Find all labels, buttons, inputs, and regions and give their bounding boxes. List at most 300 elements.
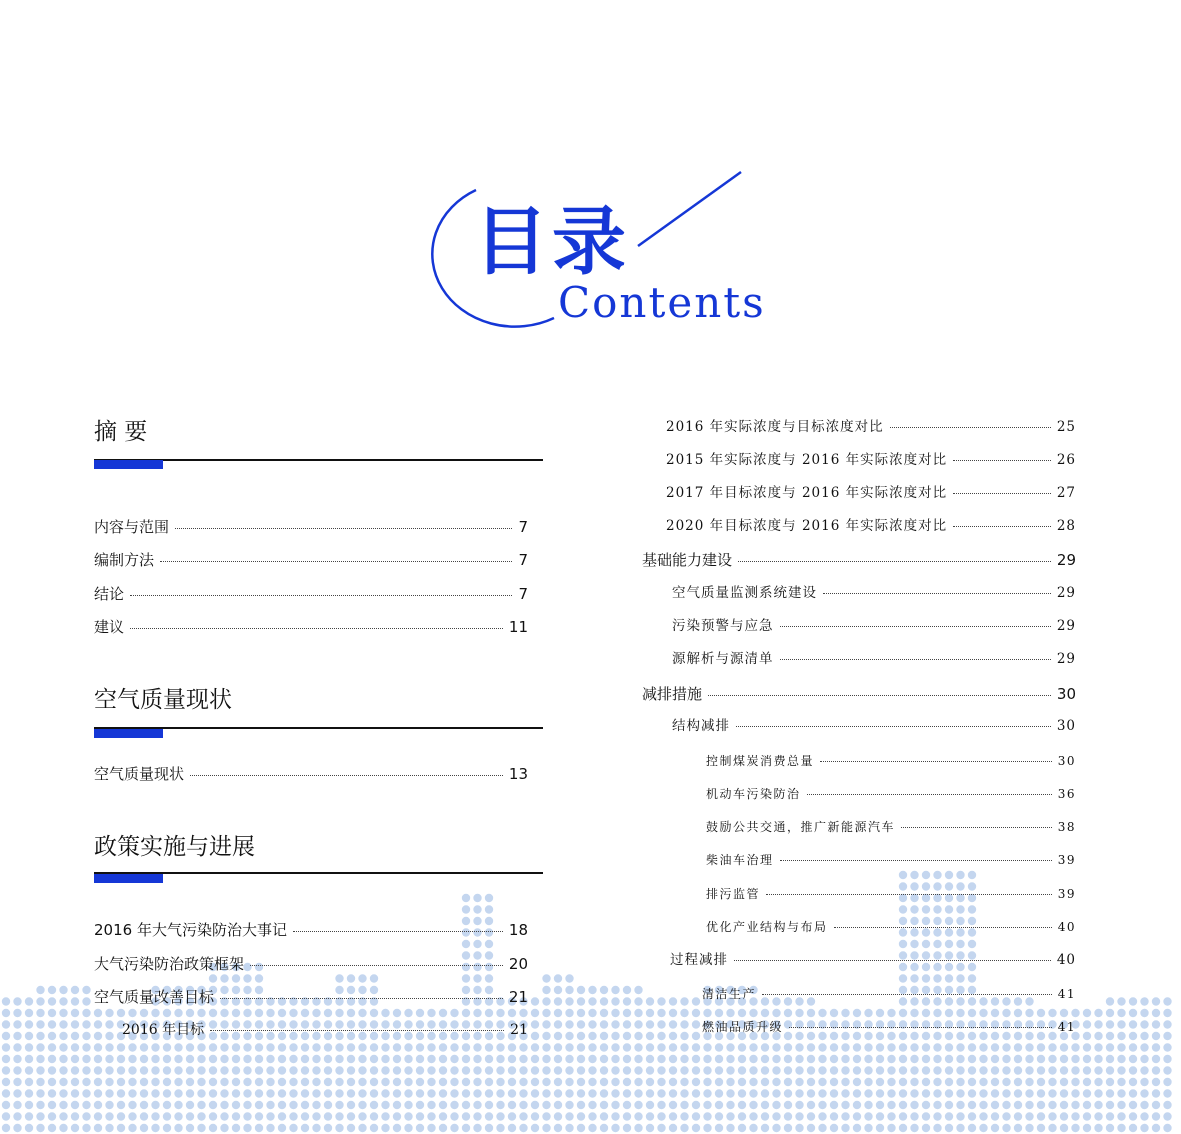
skyline-dot <box>393 1078 401 1086</box>
skyline-dot <box>703 1101 711 1109</box>
skyline-dot <box>220 1112 228 1120</box>
toc-item[interactable]: 大气污染防治政策框架 20 <box>94 955 528 973</box>
skyline-dot <box>830 1043 838 1051</box>
skyline-dot <box>266 1009 274 1017</box>
skyline-dot <box>496 1055 504 1063</box>
skyline-dot <box>611 986 619 994</box>
toc-item[interactable]: 优化产业结构与布局 40 <box>706 920 1076 934</box>
toc-item[interactable]: 排污监管 39 <box>706 887 1076 901</box>
skyline-dot <box>577 1043 585 1051</box>
skyline-dot <box>910 1078 918 1086</box>
skyline-dot <box>36 1112 44 1120</box>
skyline-dot <box>1163 1089 1171 1097</box>
skyline-dot <box>623 1078 631 1086</box>
skyline-dot <box>738 1112 746 1120</box>
skyline-dot <box>508 1089 516 1097</box>
skyline-dot <box>82 997 90 1005</box>
skyline-dot <box>427 1089 435 1097</box>
toc-item[interactable]: 2016 年大气污染防治大事记 18 <box>94 921 528 939</box>
skyline-dot <box>749 1078 757 1086</box>
skyline-dot <box>899 1089 907 1097</box>
skyline-dot <box>1083 1101 1091 1109</box>
skyline-dot <box>979 1112 987 1120</box>
skyline-dot <box>784 1066 792 1074</box>
skyline-dot <box>680 1078 688 1086</box>
skyline-dot <box>519 1124 527 1132</box>
toc-item[interactable]: 空气质量改善目标 21 <box>94 988 528 1006</box>
skyline-dot <box>680 1032 688 1040</box>
skyline-dot <box>1094 1020 1102 1028</box>
skyline-dot <box>335 1055 343 1063</box>
skyline-dot <box>59 1009 67 1017</box>
skyline-dot <box>795 1066 803 1074</box>
skyline-dot <box>220 1055 228 1063</box>
skyline-dot <box>255 1055 263 1063</box>
skyline-dot <box>761 1066 769 1074</box>
skyline-dot <box>565 986 573 994</box>
skyline-dot <box>1129 997 1137 1005</box>
skyline-dot <box>2 1066 10 1074</box>
skyline-dot <box>600 1043 608 1051</box>
skyline-dot <box>611 1066 619 1074</box>
toc-item[interactable]: 柴油车治理 39 <box>706 853 1076 867</box>
skyline-dot <box>853 1032 861 1040</box>
skyline-dot <box>922 1089 930 1097</box>
skyline-dot <box>301 1112 309 1120</box>
toc-item[interactable]: 空气质量监测系统建设 29 <box>672 585 1076 601</box>
skyline-dot <box>266 1055 274 1063</box>
skyline-dot <box>25 1043 33 1051</box>
skyline-dot <box>220 1089 228 1097</box>
skyline-dot <box>1025 1124 1033 1132</box>
skyline-dot <box>508 1009 516 1017</box>
skyline-dot <box>358 1043 366 1051</box>
skyline-dot <box>703 1009 711 1017</box>
skyline-dot <box>588 1078 596 1086</box>
skyline-dot <box>876 1066 884 1074</box>
skyline-dot <box>600 1078 608 1086</box>
skyline-dot <box>197 1055 205 1063</box>
skyline-dot <box>588 1066 596 1074</box>
skyline-dot <box>1014 1124 1022 1132</box>
skyline-dot <box>82 1101 90 1109</box>
skyline-dot <box>611 1043 619 1051</box>
skyline-dot <box>979 1066 987 1074</box>
skyline-dot <box>71 1043 79 1051</box>
skyline-dot <box>370 1101 378 1109</box>
skyline-dot <box>910 905 918 913</box>
skyline-dot <box>2 1101 10 1109</box>
skyline-dot <box>105 1055 113 1063</box>
skyline-dot <box>163 1043 171 1051</box>
skyline-dot <box>807 1089 815 1097</box>
skyline-dot <box>634 1124 642 1132</box>
skyline-dot <box>692 1043 700 1051</box>
skyline-dot <box>427 1066 435 1074</box>
skyline-dot <box>197 1078 205 1086</box>
skyline-dot <box>565 1020 573 1028</box>
toc-item[interactable]: 2017 年目标浓度与 2016 年实际浓度对比 27 <box>666 485 1076 501</box>
skyline-dot <box>519 1101 527 1109</box>
skyline-dot <box>1117 997 1125 1005</box>
skyline-dot <box>496 1112 504 1120</box>
skyline-dot <box>1071 1078 1079 1086</box>
skyline-dot <box>611 1055 619 1063</box>
skyline-dot <box>910 1089 918 1097</box>
skyline-dot <box>565 1078 573 1086</box>
skyline-dot <box>853 1043 861 1051</box>
skyline-dot <box>358 1124 366 1132</box>
toc-item[interactable]: 过程减排 40 <box>670 952 1076 968</box>
skyline-dot <box>922 1101 930 1109</box>
skyline-dot <box>496 1009 504 1017</box>
skyline-dot <box>945 940 953 948</box>
skyline-dot <box>1071 1009 1079 1017</box>
skyline-dot <box>738 1066 746 1074</box>
skyline-dot <box>381 1066 389 1074</box>
skyline-dot <box>991 1089 999 1097</box>
skyline-dot <box>1048 1112 1056 1120</box>
skyline-dot <box>749 1043 757 1051</box>
section-rule-accent <box>94 729 163 738</box>
skyline-dot <box>36 1020 44 1028</box>
skyline-dot <box>1106 1055 1114 1063</box>
skyline-dot <box>1025 1066 1033 1074</box>
skyline-dot <box>13 1032 21 1040</box>
skyline-dot <box>462 1043 470 1051</box>
skyline-dot <box>1140 1089 1148 1097</box>
skyline-dot <box>48 986 56 994</box>
skyline-dot <box>94 1101 102 1109</box>
skyline-dot <box>577 1020 585 1028</box>
skyline-dot <box>186 1124 194 1132</box>
toc-item[interactable]: 鼓励公共交通，推广新能源汽车 38 <box>706 820 1076 834</box>
skyline-dot <box>945 1101 953 1109</box>
skyline-dot <box>140 1066 148 1074</box>
toc-item[interactable]: 2015 年实际浓度与 2016 年实际浓度对比 26 <box>666 452 1076 468</box>
skyline-dot <box>105 1101 113 1109</box>
skyline-dot <box>749 1089 757 1097</box>
skyline-dot <box>715 1124 723 1132</box>
skyline-dot <box>968 1043 976 1051</box>
skyline-dot <box>1048 1124 1056 1132</box>
skyline-dot <box>634 986 642 994</box>
skyline-dot <box>657 1066 665 1074</box>
toc-item[interactable]: 建议 11 <box>94 618 528 636</box>
skyline-dot <box>1094 1043 1102 1051</box>
skyline-dot <box>910 1055 918 1063</box>
skyline-dot <box>186 1112 194 1120</box>
skyline-dot <box>381 1009 389 1017</box>
skyline-dot <box>784 1112 792 1120</box>
skyline-dot <box>1163 1124 1171 1132</box>
toc-item[interactable]: 2016 年目标 21 <box>122 1022 528 1038</box>
skyline-dot <box>956 1066 964 1074</box>
skyline-dot <box>979 1055 987 1063</box>
skyline-dot <box>922 1066 930 1074</box>
toc-item[interactable]: 源解析与源清单 29 <box>672 651 1076 667</box>
skyline-dot <box>462 1078 470 1086</box>
skyline-dot <box>393 1055 401 1063</box>
toc-item[interactable]: 空气质量现状 13 <box>94 765 528 783</box>
toc-item[interactable]: 机动车污染防治 36 <box>706 787 1076 801</box>
skyline-dot <box>945 974 953 982</box>
skyline-dot <box>186 1055 194 1063</box>
skyline-dot <box>36 1055 44 1063</box>
skyline-dot <box>71 1101 79 1109</box>
skyline-dot <box>519 1078 527 1086</box>
skyline-dot <box>577 1078 585 1086</box>
skyline-dot <box>1106 1112 1114 1120</box>
skyline-dot <box>807 1055 815 1063</box>
skyline-dot <box>933 1124 941 1132</box>
skyline-dot <box>956 1009 964 1017</box>
skyline-dot <box>726 1078 734 1086</box>
skyline-dot <box>853 1055 861 1063</box>
skyline-dot <box>703 1055 711 1063</box>
skyline-dot <box>1117 1066 1125 1074</box>
skyline-dot <box>910 1009 918 1017</box>
skyline-dot <box>623 1032 631 1040</box>
skyline-dot <box>128 1101 136 1109</box>
skyline-dot <box>968 1066 976 1074</box>
skyline-dot <box>715 1066 723 1074</box>
skyline-dot <box>232 1124 240 1132</box>
skyline-dot <box>634 1043 642 1051</box>
skyline-dot <box>715 1055 723 1063</box>
skyline-dot <box>450 1101 458 1109</box>
skyline-dot <box>473 894 481 902</box>
skyline-dot <box>266 1043 274 1051</box>
skyline-dot <box>439 1009 447 1017</box>
skyline-dot <box>25 1112 33 1120</box>
skyline-dot <box>887 1112 895 1120</box>
skyline-dot <box>485 1101 493 1109</box>
skyline-dot <box>968 1089 976 1097</box>
toc-item[interactable]: 内容与范围 7 <box>94 518 528 536</box>
skyline-dot <box>347 1066 355 1074</box>
skyline-dot <box>82 1043 90 1051</box>
skyline-dot <box>174 1112 182 1120</box>
skyline-dot <box>140 1089 148 1097</box>
skyline-dot <box>312 1078 320 1086</box>
skyline-dot <box>255 1009 263 1017</box>
skyline-dot <box>71 1020 79 1028</box>
skyline-dot <box>853 1124 861 1132</box>
toc-item[interactable]: 清洁生产 41 <box>702 987 1076 1001</box>
skyline-dot <box>577 1124 585 1132</box>
skyline-dot <box>864 1066 872 1074</box>
skyline-dot <box>358 1078 366 1086</box>
skyline-dot <box>1106 1020 1114 1028</box>
skyline-dot <box>1117 1020 1125 1028</box>
skyline-dot <box>255 1078 263 1086</box>
skyline-dot <box>692 1089 700 1097</box>
skyline-dot <box>922 1043 930 1051</box>
skyline-dot <box>657 1089 665 1097</box>
skyline-dot <box>117 1066 125 1074</box>
skyline-dot <box>278 1101 286 1109</box>
skyline-dot <box>59 1089 67 1097</box>
skyline-dot <box>772 1089 780 1097</box>
skyline-dot <box>232 1009 240 1017</box>
skyline-dot <box>243 1101 251 1109</box>
skyline-dot <box>1163 997 1171 1005</box>
skyline-dot <box>255 1101 263 1109</box>
skyline-dot <box>71 1089 79 1097</box>
skyline-dot <box>623 1112 631 1120</box>
skyline-dot <box>623 1089 631 1097</box>
skyline-dot <box>439 1112 447 1120</box>
skyline-dot <box>577 1089 585 1097</box>
skyline-dot <box>278 1124 286 1132</box>
skyline-dot <box>197 1066 205 1074</box>
skyline-dot <box>450 1078 458 1086</box>
skyline-dot <box>864 1009 872 1017</box>
skyline-dot <box>289 1112 297 1120</box>
skyline-dot <box>692 1124 700 1132</box>
skyline-dot <box>197 1124 205 1132</box>
skyline-dot <box>13 1101 21 1109</box>
skyline-dot <box>542 997 550 1005</box>
skyline-dot <box>577 1112 585 1120</box>
skyline-dot <box>151 1124 159 1132</box>
toc-item[interactable]: 污染预警与应急 29 <box>672 618 1076 634</box>
skyline-dot <box>565 1066 573 1074</box>
skyline-dot <box>347 1078 355 1086</box>
skyline-dot <box>933 1078 941 1086</box>
skyline-dot <box>749 1112 757 1120</box>
skyline-dot <box>312 1112 320 1120</box>
skyline-dot <box>554 1020 562 1028</box>
toc-item[interactable]: 2020 年目标浓度与 2016 年实际浓度对比 28 <box>666 518 1076 534</box>
toc-item[interactable]: 2016 年实际浓度与目标浓度对比 25 <box>666 419 1076 435</box>
skyline-dot <box>554 1112 562 1120</box>
skyline-dot <box>243 1124 251 1132</box>
skyline-dot <box>105 1020 113 1028</box>
skyline-dot <box>692 1101 700 1109</box>
skyline-dot <box>1083 1112 1091 1120</box>
skyline-dot <box>439 1043 447 1051</box>
toc-item[interactable]: 结论 7 <box>94 585 528 603</box>
skyline-dot <box>232 1078 240 1086</box>
skyline-dot <box>565 1112 573 1120</box>
skyline-dot <box>795 1009 803 1017</box>
skyline-dot <box>956 974 964 982</box>
skyline-dot <box>25 1020 33 1028</box>
skyline-dot <box>1106 1101 1114 1109</box>
skyline-dot <box>899 1112 907 1120</box>
skyline-dot <box>117 1009 125 1017</box>
skyline-dot <box>876 1009 884 1017</box>
skyline-dot <box>255 1066 263 1074</box>
skyline-dot <box>450 1009 458 1017</box>
skyline-dot <box>485 1055 493 1063</box>
skyline-dot <box>1071 1066 1079 1074</box>
skyline-dot <box>473 1066 481 1074</box>
skyline-dot <box>48 1020 56 1028</box>
skyline-dot <box>899 1009 907 1017</box>
skyline-dot <box>703 1043 711 1051</box>
skyline-dot <box>2 1020 10 1028</box>
skyline-dot <box>301 1009 309 1017</box>
skyline-dot <box>531 1089 539 1097</box>
toc-item[interactable]: 控制煤炭消费总量 30 <box>706 754 1076 768</box>
skyline-dot <box>163 1089 171 1097</box>
skyline-dot <box>726 1066 734 1074</box>
skyline-dot <box>140 1055 148 1063</box>
skyline-dot <box>393 1101 401 1109</box>
skyline-dot <box>381 1101 389 1109</box>
skyline-dot <box>531 1124 539 1132</box>
skyline-dot <box>726 1055 734 1063</box>
toc-item[interactable]: 燃油品质升级 41 <box>702 1020 1076 1034</box>
skyline-dot <box>979 1009 987 1017</box>
toc-item[interactable]: 基础能力建设 29 <box>642 551 1076 569</box>
skyline-dot <box>1140 1101 1148 1109</box>
skyline-dot <box>692 1055 700 1063</box>
skyline-dot <box>968 1124 976 1132</box>
skyline-dot <box>48 1124 56 1132</box>
toc-item[interactable]: 减排措施 30 <box>642 685 1076 703</box>
skyline-dot <box>830 1089 838 1097</box>
skyline-dot <box>634 1055 642 1063</box>
skyline-dot <box>623 1009 631 1017</box>
skyline-dot <box>956 1055 964 1063</box>
skyline-dot <box>25 1089 33 1097</box>
skyline-dot <box>807 1009 815 1017</box>
skyline-dot <box>611 1112 619 1120</box>
skyline-dot <box>174 1124 182 1132</box>
skyline-dot <box>968 1101 976 1109</box>
skyline-dot <box>59 1020 67 1028</box>
skyline-dot <box>565 997 573 1005</box>
skyline-dot <box>519 1055 527 1063</box>
skyline-dot <box>128 1009 136 1017</box>
skyline-dot <box>1129 1055 1137 1063</box>
skyline-dot <box>117 1089 125 1097</box>
skyline-dot <box>830 1055 838 1063</box>
skyline-dot <box>301 1066 309 1074</box>
skyline-dot <box>600 1032 608 1040</box>
skyline-dot <box>1163 1066 1171 1074</box>
skyline-dot <box>312 1124 320 1132</box>
skyline-dot <box>542 1078 550 1086</box>
skyline-dot <box>1014 1009 1022 1017</box>
skyline-dot <box>1002 1032 1010 1040</box>
skyline-dot <box>715 1043 723 1051</box>
skyline-dot <box>1002 1043 1010 1051</box>
skyline-dot <box>508 1055 516 1063</box>
skyline-dot <box>335 1124 343 1132</box>
skyline-dot <box>128 1066 136 1074</box>
skyline-dot <box>657 1124 665 1132</box>
skyline-dot <box>393 1089 401 1097</box>
skyline-dot <box>404 1055 412 1063</box>
skyline-dot <box>1163 1020 1171 1028</box>
toc-item[interactable]: 编制方法 7 <box>94 551 528 569</box>
skyline-dot <box>25 1066 33 1074</box>
skyline-dot <box>611 997 619 1005</box>
skyline-dot <box>496 1043 504 1051</box>
skyline-dot <box>1048 1089 1056 1097</box>
skyline-dot <box>255 1112 263 1120</box>
toc-item[interactable]: 结构减排 30 <box>672 718 1076 734</box>
skyline-dot <box>542 1066 550 1074</box>
skyline-dot <box>1117 1078 1125 1086</box>
skyline-dot <box>611 1078 619 1086</box>
skyline-dot <box>163 1055 171 1063</box>
